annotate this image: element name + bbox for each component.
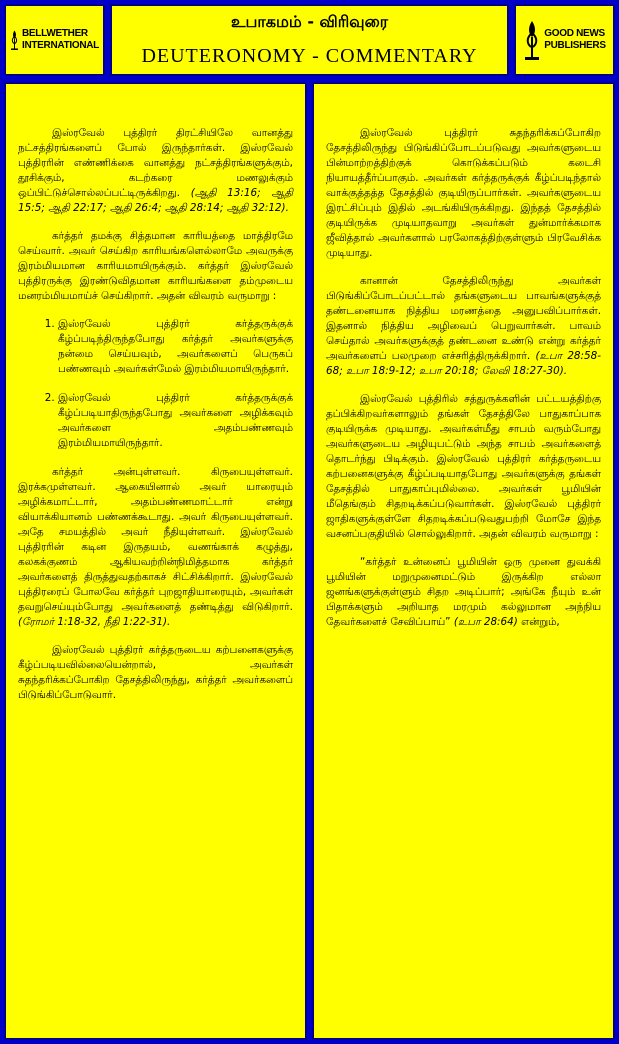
paragraph: கானான் தேசத்திலிருந்து அவர்கள் பிடுங்கிப்போடப்பட்டால் தங்களுடைய பாவங்களுக்குத் தண்டனையாக நித்திய மரணத்தை அனுபவிப்பார்கள். இதனால் நித்திய அழிவைப் பெறுவார்கள். பாவம் செய்தால் அவர்களுக்குத் தண்டனை உண்டு என்று கர்த்தர் அவர்களைப் பலமுறை எச்சரித்திருக்கிறார். (உபா 28:58-68; உபா 18:9-12; உபா 20:18; லேவி 18:27-30). [326,275,602,377]
list-item: 2. இஸ்ரவேல் புத்திரர் கர்த்தருக்குக் கீழ்ப்படியாதிருந்தபோது அவர்களை அழிக்கவும் அவர்களை அதம்பண்ணவும் இரம்மியமாயிருந்தார். [58,391,293,451]
right-column [312,82,615,1040]
title-english: DEUTERONOMY - COMMENTARY [141,45,478,67]
paragraph: இஸ்ரவேல் புத்திரர் கர்த்தருடைய கற்பனைகளுக்கு கீழ்ப்படியவில்லையென்றால், அவர்கள் சுதந்தரிக்கப்போகிற தேசத்திலிருந்து, கர்த்தர் அவர்களைப் பிடுங்கிப்போடுவார். [18,644,293,701]
scripture-reference: (உபா 28:58-68; உபா 18:9-12; உபா 20:18; லேவி 18:27-30). [326,350,602,377]
scripture-reference: (உபா 28:64) [453,616,518,628]
logo-line-2: PUBLISHERS [544,40,606,51]
bellwether-logo [4,4,105,76]
wheat-sheaf-icon [523,19,541,61]
left-column [4,82,307,1040]
paragraph: கர்த்தர் அன்புள்ளவர். கிருபையுள்ளவர். இரக்கமுள்ளவர். ஆகையினால் அவர் யாரையும் அழிக்கமாட்டார், அதம்பண்ணமாட்டார் என்று வியாக்கியானம் பண்ணக்கூடாது. அவர் கிருபையுள்ளவர். அதே சமயத்தில் அவர் நீதியுள்ளவர். இஸ்ரவேல் புத்திரரின் கடின இருதயம், வணங்காக் கழுத்து, கலகக்குணம் ஆகியவற்றின்நிமித்தமாக கர்த்தர் அவர்களைத் திருத்துவதற்காகச் சிட்சிக்கிறார். இஸ்ரவேல் புத்திரரைப் போலவே கர்த்தர் புறஜாதியாரையும், அவர்கள் தவறுசெய்யும்போது அவர்களைத் தண்டித்து விடுகிறார். (ரோமர் 1:18-32, நீதி 1:22-31). [18,466,293,628]
list-item: 1. இஸ்ரவேல் புத்திரர் கர்த்தருக்குக் கீழ்ப்படிந்திருந்தபோது கர்த்தர் அவர்களுக்கு நன்மை செய்யவும், அவர்களைப் பெருகப் பண்ணவும் அவர்கள்மேல் இரம்மியமாயிருந்தார். [58,317,293,377]
wheat-sheaf-icon [10,19,19,61]
logo-line-1: GOOD NEWS [544,28,605,39]
numbered-list [18,317,293,451]
logo-line-2: INTERNATIONAL [21,40,99,51]
logo-line-1: BELLWETHER [21,28,88,39]
scripture-reference: (ரோமர் 1:18-32, நீதி 1:22-31). [18,616,171,628]
title-tamil: உபாகமம் - விரிவுரை [231,12,388,31]
paragraph: இஸ்ரவேல் புத்திரர் சுதந்தரிக்கப்போகிற தேசத்திலிருந்து பிடுங்கிப்போடப்படுவது அவர்களுடைய பின்மாற்றத்திற்குக் கொடுக்கப்படும் கடைசி நியாயத்தீர்ப்பாகும். அவர்கள் கர்த்தருக்குக் கீழ்ப்படிந்தால் வாக்குத்தத்த தேசத்தில் குடியிருப்பார்கள். அவர்களுடைய இரட்சிப்பும் இதில் அடங்கியிருக்கிறது. இந்தத் தேசத்தில் குடியிருக்க முடியாதவாறு அவர்கள் துன்மார்க்கமாக ஜீவித்தால் அவர்களால் பரலோகத்திற்குள்ளும் பிரவேசிக்க முடியாது. [326,127,601,259]
quotation: “கர்த்தர் உன்னைப் பூமியின் ஒரு முனை துவக்கி பூமியின் மறுமுனைமட்டும் இருக்கிற எல்லா ஜனங்களுக்குள்ளும் சிதற அடிப்பார்; அங்கே நீயும் உன் பிதாக்களும் அறியாத மரமும் கல்லுமான அந்நிய தேவர்களைச் சேவிப்பாய்” (உபா 28:64) என்றும், [326,556,601,628]
paragraph: கர்த்தர் தமக்கு சித்தமான காரியத்தை மாத்திரமே செய்வார். அவர் செய்கிற காரியங்களெல்லாமே அவருக்கு இரம்மியமான காரியமாயிருக்கும். கர்த்தர் இஸ்ரவேல் புத்திரருக்கு இரண்டுவிதமான காரியங்களை தம்முடைய மனரம்மியமாய்ச் செய்கிறார். அதன் விவரம் வருமாறு : [18,230,293,302]
paragraph: இஸ்ரவேல் புத்திரர் திரட்சியிலே வானத்து நட்சத்திரங்களைப் போல் இருந்தார்கள். இஸ்ரவேல் புத்திரரின் எண்ணிக்கை வானத்து நட்சத்திரங்களுக்கும், தூசிக்கும், கடற்கரை மணலுக்கும் ஒப்பிட்டுச்சொல்லப்பட்டிருக்கிறது. (ஆதி 13:16; ஆதி 15:5; ஆதி 22:17; ஆதி 26:4; ஆதி 28:14; ஆதி 32:12). [18,127,293,214]
title-banner [110,4,509,76]
scripture-reference: (ஆதி 13:16; ஆதி 15:5; ஆதி 22:17; ஆதி 26:4; ஆதி 28:14; ஆதி 32:12). [18,187,293,214]
paragraph: இஸ்ரவேல் புத்திரில் சத்துருக்களின் பட்டயத்திற்கு தப்பிக்கிறவர்களாலும் தங்கள் தேசத்திலே பாதுகாப்பாக குடியிருக்க முடியாது. அவர்கள்மீது சாபம் வரும்போது அவர்களுடைய அழியுபட்டும் அந்த சாபம் அவர்களைத் தொடர்ந்து பிடிக்கும். இஸ்ரவேல் புத்திரர் கர்த்தருடைய கற்பனைகளுக்கு கீழ்ப்படியாதபோது அவர்களுக்கு தங்கள் தேசத்தில் பாதுகாப்புமில்லை. அவர்கள் பூமியின் மீதெங்கும் சிதறடிக்கப்படுவார்கள். இஸ்ரவேல் புத்திரர் ஜாதிகளுக்குள்ளே சிதறடிக்கப்படுவதுபற்றி மோசே இந்த வசனப்பகுதியில் சொல்லுகிறார். அதன் விவரம் வருமாறு : [326,393,601,540]
good-news-logo [514,4,615,76]
